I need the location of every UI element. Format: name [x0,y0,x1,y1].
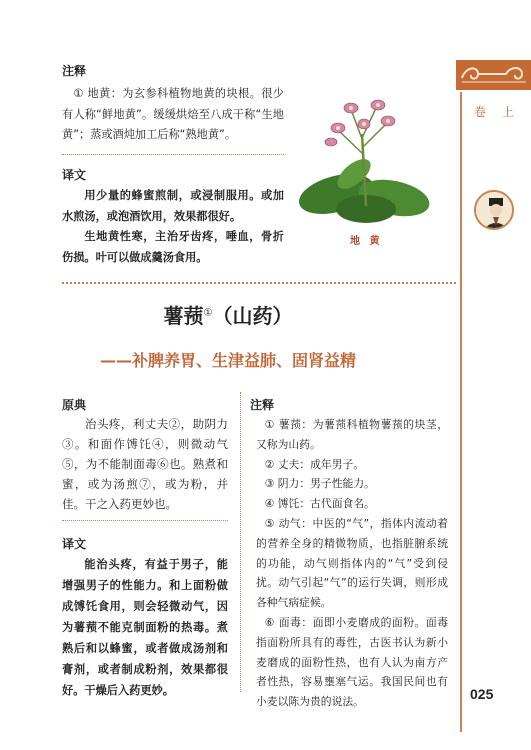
divider [62,154,284,155]
notes-heading-2: 注释 [250,398,275,412]
sidebar-rule [460,92,462,732]
title-note-marker: ① [203,307,213,319]
notes-text: ① 地黄：为玄参科植物地黄的块根。很少有人称“鲜地黄”。缓缓烘焙至八成干称“生地黄”；蒸或酒炖加工后称“熟地黄”。 [62,87,284,141]
entry-title-text: 薯蓣 [163,304,204,328]
translation-text-2: 能治头疼，有益于男子，能增强男子的性能力。和上面粉做成馎饦食用，则会轻微动气，因为薯蓣不能克制面粉的热毒。煮熟后和以蜂蜜，或者做成汤剂和膏剂，或者制成粉剂，效果都很好。干燥后入药更妙。 [62,558,228,697]
plant-caption: 地 黄 [350,236,383,247]
volume-label: 卷 上 [474,105,520,119]
column-divider [240,392,241,692]
entry-title [0,300,456,329]
entry-subtitle: ——补脾养胃、生津益肺、固肾益精 [99,351,356,370]
header-ornament [456,60,531,90]
dihuang-plant-illustration [296,94,436,229]
translation-heading-2: 译文 [62,537,87,551]
notes-heading: 注释 [62,64,87,78]
note-item: ③ 阴力：男子性能力。 [264,477,375,491]
note-item: ⑤ 动气：中医的“气”，指体内流动着的营养全身的精微物质，也指脏腑系统的功能，动气则指体内的“气”受到侵扰。动气引起“气”的运行失调，则形成各种气病症候。 [256,516,448,610]
original-text: 治头疼，利丈夫②，助阴力③。和面作馎饦④，则微动气⑤，为不能制面毒⑥也。熟煮和蜜，或为汤煎⑦，或为粉，并佳。干之入药更妙也。 [62,417,228,511]
translation-heading: 译文 [62,168,87,182]
entry-title-alias: （山药） [212,304,293,328]
notes-list [256,415,448,712]
author-portrait-icon [474,190,514,230]
note-item: ⑥ 面毒：面即小麦磨成的面粉。面毒指面粉所具有的毒性，古医书认为新小麦磨成的面粉性热，也有人认为南方产者性热，容易壅塞气运。我国民间也有小麦以陈为贵的说法。 [256,615,448,709]
scroll-ornament-icon [456,60,531,90]
note-item: ② 丈夫：成年男子。 [264,457,365,471]
divider [62,520,228,521]
note-item: ④ 馎饦：古代面食名。 [264,497,375,511]
translation-paragraph-2: 生地黄性寒，主治牙齿疼，唾血，骨折伤损。叶可以做成羹汤食用。 [62,230,284,264]
note-item: ① 薯蓣：为薯蓣科植物薯蓣的块茎，又称为山药。 [256,418,448,451]
translation-paragraph-1: 用少量的蜂蜜煎制，或浸制服用。或加水煎汤，或泡酒饮用，效果都很好。 [62,189,284,223]
section-divider [62,282,456,284]
page-number: 025 [470,686,494,702]
original-heading: 原典 [62,398,87,412]
